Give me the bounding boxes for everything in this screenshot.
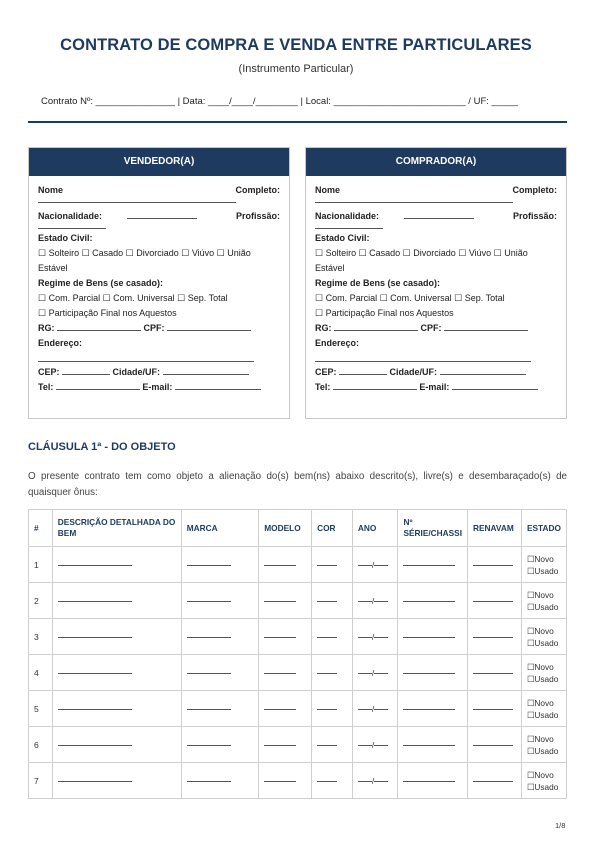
- label-email: E-mail:: [142, 382, 173, 392]
- table-cell[interactable]: [468, 763, 522, 799]
- row-number: 5: [29, 691, 53, 727]
- seller-box: [28, 147, 290, 419]
- label-email: E-mail:: [419, 382, 450, 392]
- table-header-cell: COR: [312, 510, 353, 547]
- clause-title: CLÁUSULA 1ª - DO OBJETO: [28, 441, 176, 453]
- checkbox-usado[interactable]: ☐Usado: [526, 673, 559, 684]
- label-rg: RG:: [315, 323, 332, 333]
- blank-line[interactable]: [374, 781, 388, 782]
- estado-civil-options-cont[interactable]: Estável: [315, 263, 345, 273]
- blank-line[interactable]: [317, 673, 337, 674]
- blank-nome[interactable]: [38, 202, 236, 203]
- table-cell[interactable]: [398, 655, 468, 691]
- blank-line[interactable]: [403, 601, 455, 602]
- blank-line[interactable]: [317, 709, 337, 710]
- label-cep: CEP:: [38, 367, 60, 377]
- table-cell[interactable]: [259, 691, 312, 727]
- checkbox-usado[interactable]: ☐Usado: [526, 781, 559, 792]
- table-cell[interactable]: [181, 655, 258, 691]
- label-nome: Nome: [315, 185, 341, 195]
- contract-title: CONTRATO DE COMPRA E VENDA ENTRE PARTICULARES: [60, 36, 532, 54]
- table-cell[interactable]: [352, 655, 398, 691]
- blank-nacionalidade[interactable]: [127, 210, 197, 219]
- checkbox-usado[interactable]: ☐Usado: [526, 745, 559, 756]
- blank-line[interactable]: [317, 745, 337, 746]
- blank-line[interactable]: [264, 781, 296, 782]
- table-cell[interactable]: [259, 583, 312, 619]
- table-header-cell: RENAVAM: [468, 510, 522, 547]
- blank-cpf[interactable]: [444, 322, 528, 331]
- blank-endereco[interactable]: [315, 361, 531, 362]
- table-cell[interactable]: [312, 691, 353, 727]
- table-cell[interactable]: [398, 727, 468, 763]
- label-cpf: CPF:: [420, 323, 442, 333]
- table-cell[interactable]: [181, 727, 258, 763]
- row-number: 7: [29, 763, 53, 799]
- buyer-heading: COMPRADOR(A): [306, 148, 566, 176]
- checkbox-novo[interactable]: ☐Novo: [526, 589, 554, 600]
- blank-line[interactable]: [58, 709, 132, 710]
- estado-cell[interactable]: [521, 727, 566, 763]
- table-cell[interactable]: [52, 655, 181, 691]
- buyer-fields[interactable]: [306, 176, 566, 395]
- table-cell[interactable]: [398, 619, 468, 655]
- label-profissao: Profissão:: [235, 211, 280, 221]
- label-cidade-uf: Cidade/UF:: [389, 367, 438, 377]
- table-cell[interactable]: [52, 727, 181, 763]
- header-divider: [28, 121, 567, 123]
- blank-line[interactable]: [317, 637, 337, 638]
- blank-line[interactable]: [58, 781, 132, 782]
- label-endereco: Endereço:: [315, 338, 360, 348]
- blank-line[interactable]: [58, 565, 132, 566]
- regime-options-1[interactable]: ☐ Com. Parcial ☐ Com. Universal ☐ Sep. Total: [315, 293, 505, 303]
- blank-line[interactable]: [374, 601, 388, 602]
- checkbox-novo[interactable]: ☐Novo: [526, 661, 554, 672]
- table-header-cell: DESCRIÇÃO DETALHADA DO BEM: [52, 510, 181, 547]
- table-row: [29, 655, 567, 691]
- regime-options-2[interactable]: ☐ Participação Final nos Aquestos: [315, 308, 454, 318]
- blank-line[interactable]: [473, 745, 513, 746]
- blank-line[interactable]: [187, 709, 231, 710]
- label-nome: Nome: [38, 185, 64, 195]
- blank-line[interactable]: [403, 709, 455, 710]
- blank-line[interactable]: [264, 673, 296, 674]
- table-cell[interactable]: [259, 763, 312, 799]
- estado-cell[interactable]: [521, 619, 566, 655]
- label-regime: Regime de Bens (se casado):: [38, 278, 164, 288]
- table-row: [29, 583, 567, 619]
- table-cell[interactable]: [52, 583, 181, 619]
- blank-nome[interactable]: [315, 202, 513, 203]
- blank-line[interactable]: [473, 673, 513, 674]
- table-cell[interactable]: [398, 547, 468, 583]
- table-header-cell: ANO: [352, 510, 398, 547]
- blank-cidade-uf[interactable]: [163, 366, 249, 375]
- blank-line[interactable]: [264, 601, 296, 602]
- table-cell[interactable]: [181, 547, 258, 583]
- table-cell[interactable]: [352, 619, 398, 655]
- blank-email[interactable]: [452, 381, 538, 390]
- blank-email[interactable]: [175, 381, 261, 390]
- table-cell[interactable]: [468, 655, 522, 691]
- table-row: [29, 619, 567, 655]
- table-cell[interactable]: [468, 727, 522, 763]
- blank-line[interactable]: [187, 601, 231, 602]
- table-cell[interactable]: [352, 763, 398, 799]
- ano-separator: /: [371, 667, 375, 678]
- blank-line[interactable]: [317, 601, 337, 602]
- blank-line[interactable]: [358, 637, 372, 638]
- estado-cell[interactable]: [521, 763, 566, 799]
- estado-cell[interactable]: [521, 583, 566, 619]
- table-cell[interactable]: [52, 619, 181, 655]
- blank-line[interactable]: [403, 745, 455, 746]
- table-cell[interactable]: [52, 547, 181, 583]
- blank-line[interactable]: [358, 673, 372, 674]
- table-row: [29, 691, 567, 727]
- blank-line[interactable]: [403, 637, 455, 638]
- table-cell[interactable]: [52, 763, 181, 799]
- blank-line[interactable]: [374, 673, 388, 674]
- blank-line[interactable]: [187, 565, 231, 566]
- blank-line[interactable]: [264, 709, 296, 710]
- blank-line[interactable]: [358, 709, 372, 710]
- blank-line[interactable]: [58, 601, 132, 602]
- table-cell[interactable]: [352, 547, 398, 583]
- table-header-cell: MARCA: [181, 510, 258, 547]
- label-estado-civil: Estado Civil:: [315, 233, 370, 243]
- blank-cpf[interactable]: [167, 322, 251, 331]
- table-cell[interactable]: [52, 691, 181, 727]
- row-number: 3: [29, 619, 53, 655]
- items-table: [28, 509, 567, 799]
- table-cell[interactable]: [468, 583, 522, 619]
- estado-civil-options-cont[interactable]: Estável: [38, 263, 68, 273]
- ano-separator: /: [371, 739, 375, 750]
- ano-separator: /: [371, 559, 375, 570]
- blank-line[interactable]: [358, 565, 372, 566]
- blank-line[interactable]: [58, 637, 132, 638]
- checkbox-novo[interactable]: ☐Novo: [526, 769, 554, 780]
- blank-line[interactable]: [473, 781, 513, 782]
- blank-tel[interactable]: [56, 381, 140, 390]
- table-cell[interactable]: [398, 583, 468, 619]
- checkbox-novo[interactable]: ☐Novo: [526, 625, 554, 636]
- blank-line[interactable]: [374, 637, 388, 638]
- estado-cell[interactable]: [521, 655, 566, 691]
- ano-separator: /: [371, 775, 375, 786]
- blank-line[interactable]: [317, 565, 337, 566]
- blank-cep[interactable]: [339, 366, 387, 375]
- table-cell[interactable]: [312, 619, 353, 655]
- label-tel: Tel:: [38, 382, 54, 392]
- label-rg: RG:: [38, 323, 55, 333]
- table-cell[interactable]: [312, 655, 353, 691]
- blank-line[interactable]: [187, 637, 231, 638]
- row-number: 2: [29, 583, 53, 619]
- blank-line[interactable]: [58, 745, 132, 746]
- table-header-cell: MODELO: [259, 510, 312, 547]
- blank-rg[interactable]: [57, 322, 141, 331]
- contract-header-fields[interactable]: Contrato Nº: _______________ | Data: ____/____/________ | Local: _________________________ / UF: _____: [41, 96, 518, 107]
- label-profissao: Profissão:: [512, 211, 557, 221]
- checkbox-novo[interactable]: ☐Novo: [526, 553, 554, 564]
- blank-line[interactable]: [473, 637, 513, 638]
- label-completo: Completo:: [235, 185, 280, 195]
- seller-heading: VENDEDOR(A): [29, 148, 289, 176]
- blank-line[interactable]: [374, 745, 388, 746]
- blank-line[interactable]: [403, 565, 455, 566]
- label-nacionalidade: Nacionalidade:: [38, 211, 103, 221]
- blank-line[interactable]: [264, 637, 296, 638]
- contract-subtitle: (Instrumento Particular): [238, 63, 354, 75]
- label-tel: Tel:: [315, 382, 331, 392]
- blank-line[interactable]: [187, 673, 231, 674]
- label-endereco: Endereço:: [38, 338, 83, 348]
- label-regime: Regime de Bens (se casado):: [315, 278, 441, 288]
- table-header-cell: #: [29, 510, 53, 547]
- blank-line[interactable]: [403, 673, 455, 674]
- ano-separator: /: [371, 631, 375, 642]
- row-number: 4: [29, 655, 53, 691]
- table-cell[interactable]: [259, 619, 312, 655]
- blank-profissao[interactable]: [38, 228, 106, 229]
- table-cell[interactable]: [312, 727, 353, 763]
- table-cell[interactable]: [352, 727, 398, 763]
- label-completo: Completo:: [512, 185, 557, 195]
- blank-line[interactable]: [187, 781, 231, 782]
- row-number: 1: [29, 547, 53, 583]
- table-cell[interactable]: [352, 583, 398, 619]
- blank-line[interactable]: [317, 781, 337, 782]
- blank-line[interactable]: [473, 565, 513, 566]
- clause-text: O presente contrato tem como objeto a alienação do(s) bem(ns) abaixo descrito(s), livre(s) e desembaraçado(s) de quaisquer ônus:: [28, 471, 567, 498]
- table-cell[interactable]: [181, 691, 258, 727]
- label-estado-civil: Estado Civil:: [38, 233, 93, 243]
- blank-line[interactable]: [403, 781, 455, 782]
- blank-tel[interactable]: [333, 381, 417, 390]
- checkbox-usado[interactable]: ☐Usado: [526, 709, 559, 720]
- table-cell[interactable]: [312, 547, 353, 583]
- table-cell[interactable]: [181, 583, 258, 619]
- blank-rg[interactable]: [334, 322, 418, 331]
- blank-line[interactable]: [374, 709, 388, 710]
- blank-line[interactable]: [374, 565, 388, 566]
- table-cell[interactable]: [398, 691, 468, 727]
- blank-endereco[interactable]: [38, 361, 254, 362]
- table-cell[interactable]: [468, 547, 522, 583]
- ano-separator: /: [371, 595, 375, 606]
- blank-cidade-uf[interactable]: [440, 366, 526, 375]
- table-header-cell: ESTADO: [521, 510, 566, 547]
- blank-line[interactable]: [358, 601, 372, 602]
- blank-line[interactable]: [187, 745, 231, 746]
- regime-options-1[interactable]: ☐ Com. Parcial ☐ Com. Universal ☐ Sep. Total: [38, 293, 228, 303]
- label-nacionalidade: Nacionalidade:: [315, 211, 380, 221]
- checkbox-usado[interactable]: ☐Usado: [526, 637, 559, 648]
- table-cell[interactable]: [181, 619, 258, 655]
- table-cell[interactable]: [352, 691, 398, 727]
- blank-line[interactable]: [264, 745, 296, 746]
- blank-profissao[interactable]: [315, 228, 383, 229]
- table-cell[interactable]: [259, 547, 312, 583]
- blank-line[interactable]: [358, 745, 372, 746]
- blank-nacionalidade[interactable]: [404, 210, 474, 219]
- label-cep: CEP:: [315, 367, 337, 377]
- table-cell[interactable]: [468, 691, 522, 727]
- buyer-box: [305, 147, 567, 419]
- table-row: [29, 547, 567, 583]
- checkbox-novo[interactable]: ☐Novo: [526, 697, 554, 708]
- table-row: [29, 763, 567, 799]
- label-cpf: CPF:: [143, 323, 165, 333]
- table-cell[interactable]: [181, 763, 258, 799]
- blank-line[interactable]: [473, 601, 513, 602]
- blank-line[interactable]: [358, 781, 372, 782]
- table-cell[interactable]: [468, 619, 522, 655]
- seller-fields[interactable]: [29, 176, 289, 395]
- regime-options-2[interactable]: ☐ Participação Final nos Aquestos: [38, 308, 177, 318]
- blank-cep[interactable]: [62, 366, 110, 375]
- estado-cell[interactable]: [521, 691, 566, 727]
- blank-line[interactable]: [473, 709, 513, 710]
- table-cell[interactable]: [398, 763, 468, 799]
- table-cell[interactable]: [259, 655, 312, 691]
- checkbox-usado[interactable]: ☐Usado: [526, 565, 559, 576]
- page-number: 1/8: [555, 821, 566, 830]
- estado-civil-options[interactable]: ☐ Solteiro ☐ Casado ☐ Divorciado ☐ Viúvo ☐ União: [38, 248, 251, 258]
- checkbox-novo[interactable]: ☐Novo: [526, 733, 554, 744]
- label-cidade-uf: Cidade/UF:: [112, 367, 161, 377]
- table-cell[interactable]: [259, 727, 312, 763]
- table-row: [29, 727, 567, 763]
- ano-separator: /: [371, 703, 375, 714]
- table-cell[interactable]: [312, 583, 353, 619]
- estado-cell[interactable]: [521, 547, 566, 583]
- table-header-row: [29, 510, 567, 547]
- checkbox-usado[interactable]: ☐Usado: [526, 601, 559, 612]
- blank-line[interactable]: [264, 565, 296, 566]
- table-cell[interactable]: [312, 763, 353, 799]
- row-number: 6: [29, 727, 53, 763]
- table-header-cell: Nº SÉRIE/CHASSI: [398, 510, 468, 547]
- blank-line[interactable]: [58, 673, 132, 674]
- estado-civil-options[interactable]: ☐ Solteiro ☐ Casado ☐ Divorciado ☐ Viúvo ☐ União: [315, 248, 528, 258]
